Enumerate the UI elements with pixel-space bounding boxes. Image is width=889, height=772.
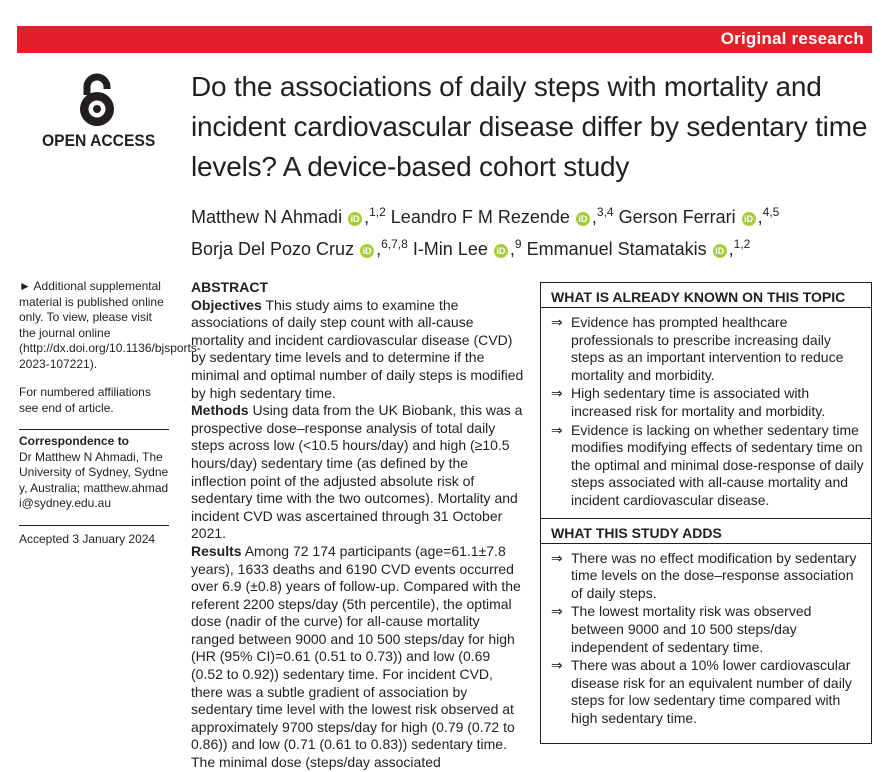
author-name[interactable]: Borja Del Pozo Cruz [191, 239, 355, 259]
author-name[interactable]: I-Min Lee [412, 239, 488, 259]
orcid-icon[interactable]: iD [348, 212, 362, 226]
methods-label: Methods [191, 402, 249, 419]
arrow-bullet-icon: ⇒ [551, 603, 563, 620]
affiliations-note: For numbered affiliations see end of article. [19, 385, 151, 415]
author-affiliation: 9 [514, 237, 522, 251]
key-messages-box [540, 282, 872, 744]
arrow-bullet-icon: ⇒ [551, 421, 563, 438]
adds-list [541, 550, 871, 728]
author-affiliation: 1,2 [733, 237, 751, 251]
list-item: ⇒ There was no effect modification by sedentary time levels on the dose–response association of daily steps. [551, 549, 857, 601]
section-banner [17, 26, 872, 53]
orcid-icon[interactable]: iD [494, 244, 508, 258]
list-item: ⇒ High sedentary time is associated with increased risk for mortality and morbidity. [551, 385, 826, 419]
article-title: Do the associations of daily steps with mortality and incident cardiovascular disease differ by sedentary time levels? A device-based cohort study [191, 71, 868, 182]
orcid-icon[interactable]: iD [713, 244, 727, 258]
supplemental-note[interactable]: ► Additional supplemental material is published online only. To view, please visit the journal online (http://dx.doi.org/10.1136/bjsports-2023-107221). [19, 279, 201, 371]
open-access-lock-icon [69, 73, 125, 129]
author-affiliation: 1,2 [369, 205, 386, 219]
author-affiliation: 6,7,8 [381, 237, 408, 251]
abstract-results [191, 543, 524, 772]
orcid-icon[interactable]: iD [360, 244, 374, 258]
author-name[interactable]: Emmanuel Stamatakis [526, 239, 707, 259]
correspondence-details[interactable]: Dr Matthew N Ahmadi, The University of Sydney, Sydney, Australia; matthew.ahmadi@sydney.edu.au [19, 449, 169, 510]
orcid-icon[interactable]: iD [742, 212, 756, 226]
list-item: ⇒ The lowest mortality risk was observed between 9000 and 10 500 steps/day independent of sedentary time. [551, 603, 812, 655]
author-affiliation: 3,4 [596, 205, 614, 219]
results-label: Results [191, 542, 242, 559]
author-name[interactable]: Matthew N Ahmadi [191, 207, 343, 227]
list-item: ⇒ Evidence has prompted healthcare professionals to prescribe increasing daily steps as an important intervention to reduce mortality and morbidity. [551, 314, 844, 383]
adds-heading: WHAT THIS STUDY ADDS [541, 518, 871, 544]
accepted-date: Accepted 3 January 2024 [19, 525, 169, 548]
known-list [541, 314, 871, 510]
orcid-icon[interactable]: iD [576, 212, 590, 226]
author-list: Matthew N Ahmadi iD ,$^{1,2}$ Leandro F M Rezende iD ,$^{3,4}$ Gerson Ferrari iD ,$^{4,5}$ Borja Del Pozo Cruz iD ,$^{6,7,8}$ I-Min Lee iD ,$^9$ Emmanuel Stamatakis iD ,$^{1,2}$ [191, 205, 780, 259]
arrow-bullet-icon: ⇒ [551, 549, 563, 566]
author-name[interactable]: Leandro F M Rezende [390, 207, 570, 227]
methods-text: Using data from the UK Biobank, this was a prospective dose–response analysis of total daily steps across low (<10.5 hours/day) and high (≥10.5 hours/day) sedentary time (as defined by the inflection point of the adjusted absolute risk of sedentary time with the two outcomes). Mortality and incident CVD was ascertained through 31 October 2021. [191, 402, 523, 542]
arrow-bullet-icon: ⇒ [551, 657, 563, 674]
objectives-text: This study aims to examine the associations of daily step count with all-cause mortality and incident cardiovascular disease (CVD) by sedentary time levels and to determine if the minimal and optimal number of daily steps is modified by high sedentary time. [191, 296, 524, 401]
list-item: ⇒ There was about a 10% lower cardiovascular disease risk for an equivalent number of daily steps for low sedentary time compared with high sedentary time. [551, 657, 852, 726]
author-affiliation: 4,5 [762, 205, 780, 219]
abstract-objectives [191, 297, 524, 403]
section-label: Original research [720, 29, 864, 48]
arrow-bullet-icon: ⇒ [551, 385, 563, 402]
abstract [191, 279, 524, 772]
open-access-label: OPEN ACCESS [42, 131, 156, 150]
objectives-label: Objectives [191, 296, 262, 313]
article-sidebar [19, 279, 201, 547]
known-heading: WHAT IS ALREADY KNOWN ON THIS TOPIC [541, 283, 871, 308]
arrow-bullet-icon: ⇒ [551, 314, 563, 330]
abstract-heading: ABSTRACT [191, 279, 268, 295]
list-item: ⇒ Evidence is lacking on whether sedentary time modifies modifying effects of sedentary time on the optimal and minimal dose-response of daily steps associated with all-cause mortality and incident cardiovascular disease. [551, 421, 864, 508]
results-text: Among 72 174 participants (age=61.1±7.8 years), 1633 deaths and 6190 CVD events occurred over 6.9 (±0.8) years of follow-up. Compared with the referent 2200 steps/day (5th percentile), the optimal dose (nadir of the curve) for all-cause mortality ranged between 9000 and 10 500 steps/day for high (HR (95% CI)=0.61 (0.51 to 0.73)) and low (0.69 (0.52 to 0.92)) sedentary time. For incident CVD, there was a subtle gradient of association by sedentary time level with the lowest risk observed at approximately 9700 steps/day for high (0.79 (0.72 to 0.86)) and low (0.71 (0.61 to 0.83)) sedentary time. The minimal dose (steps/day associated [191, 542, 521, 771]
correspondence-label: Correspondence to [19, 429, 169, 450]
abstract-methods [191, 402, 524, 543]
author-name[interactable]: Gerson Ferrari [618, 207, 736, 227]
